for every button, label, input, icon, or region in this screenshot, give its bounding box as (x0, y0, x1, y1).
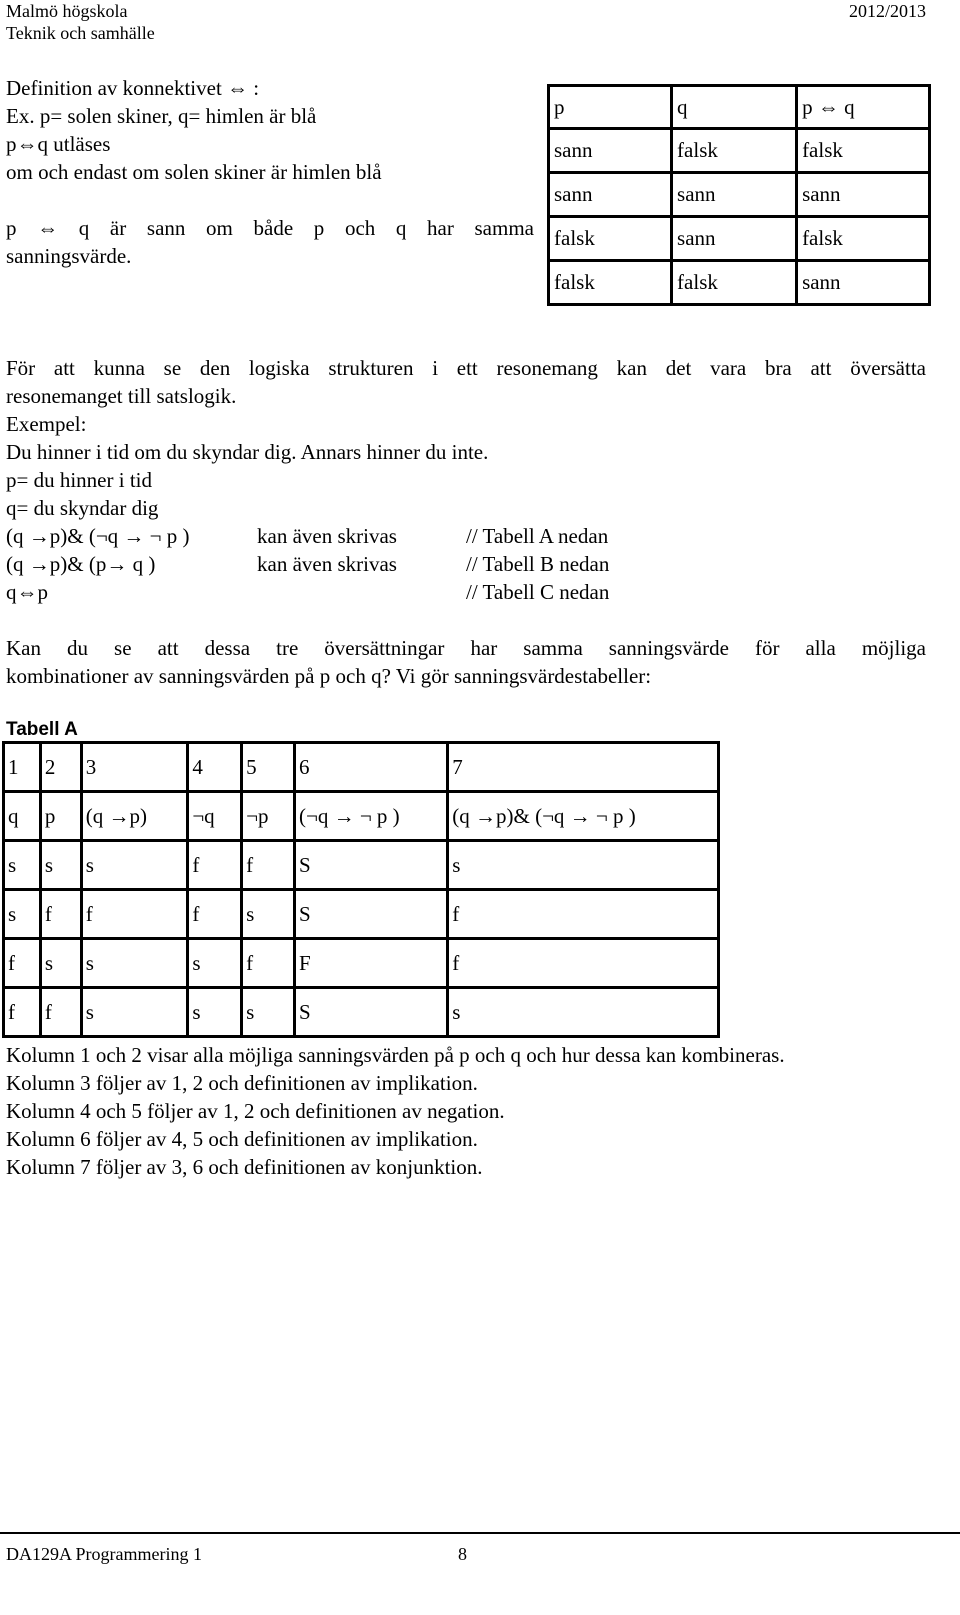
table-a-cell: f (4, 988, 41, 1037)
paragraph-1-line-1: För att kunna se den logiska strukturen i ett resonemang kan det vara bra att översätta (6, 356, 926, 380)
table-a-cell: f (40, 890, 81, 939)
table-a-cell: s (448, 841, 719, 890)
table-a-cell: s (40, 939, 81, 988)
header-school: Malmö högskola (6, 1, 128, 21)
truth-table-cell: falsk (672, 129, 797, 173)
table-a-cell: s (81, 988, 188, 1037)
table-a-cell: s (81, 939, 188, 988)
truth-table-row (549, 129, 930, 173)
table-a-row (4, 988, 719, 1037)
truth-table-header: p (549, 86, 672, 129)
table-a-header: p (40, 792, 81, 841)
truth-table-cell: falsk (672, 261, 797, 305)
table-a-column-number: 3 (81, 743, 188, 792)
definition-line-1: Definition av konnektivet ⇔ : (6, 76, 260, 100)
truth-table-header: q (672, 86, 797, 129)
table-a-cell: f (4, 939, 41, 988)
table-a-column-number: 6 (294, 743, 447, 792)
truth-table-cell: sann (549, 173, 672, 217)
truth-table-cell: falsk (797, 129, 930, 173)
table-a-column-number: 7 (448, 743, 719, 792)
example-sentence: Du hinner i tid om du skyndar dig. Annars hinner du inte. (6, 440, 489, 464)
table-a-column-number: 4 (188, 743, 242, 792)
table-a-cell: f (188, 890, 242, 939)
table-a-header: (q →p) (81, 792, 188, 841)
table-a-cell: f (40, 988, 81, 1037)
definition-line-5: p ⇔ q är sann om både p och q har samma (6, 216, 534, 240)
truth-table-cell: sann (672, 217, 797, 261)
table-a-cell: s (81, 841, 188, 890)
definition-line-3: p⇔q utläses (6, 132, 111, 156)
table-a-cell: f (188, 841, 242, 890)
expression-2-note: kan även skrivas (257, 552, 397, 576)
column-note: Kolumn 6 följer av 4, 5 och definitionen av implikation. (6, 1127, 478, 1151)
table-a-cell: f (448, 890, 719, 939)
table-a-title: Tabell A (6, 719, 78, 740)
table-a-cell: S (294, 841, 447, 890)
q-definition: q= du skyndar dig (6, 496, 159, 520)
expression-3: q⇔p (6, 580, 48, 604)
paragraph-2-line-1: Kan du se att dessa tre översättningar har samma sanningsvärde för alla möjliga (6, 636, 926, 660)
table-a-row (4, 939, 719, 988)
table-a-column-number: 1 (4, 743, 41, 792)
expression-2-reference: // Tabell B nedan (466, 552, 610, 576)
truth-table-cell: sann (797, 261, 930, 305)
table-a-cell: s (40, 841, 81, 890)
expression-1: (q →p)& (¬q → ¬ p ) (6, 524, 190, 548)
table-a-cell: s (448, 988, 719, 1037)
truth-table-header-row (549, 86, 930, 129)
paragraph-2-line-2: kombinationer av sanningsvärden på p och q? Vi gör sanningsvärdestabeller: (6, 664, 652, 688)
truth-table-cell: falsk (549, 217, 672, 261)
expression-2: (q →p)& (p→ q ) (6, 552, 156, 576)
footer-course: DA129A Programmering 1 (6, 1544, 202, 1564)
definition-line-6: sanningsvärde. (6, 244, 132, 268)
table-a-header: (¬q → ¬ p ) (294, 792, 447, 841)
column-note: Kolumn 1 och 2 visar alla möjliga sanningsvärden på p och q och hur dessa kan kombineras. (6, 1043, 785, 1067)
table-a-column-number: 2 (40, 743, 81, 792)
header-year: 2012/2013 (848, 1, 926, 21)
table-a-header: ¬p (242, 792, 295, 841)
definition-line-4: om och endast om solen skiner är himlen blå (6, 160, 382, 184)
table-a-cell: s (4, 841, 41, 890)
table-a-cell: f (81, 890, 188, 939)
truth-table-cell: falsk (797, 217, 930, 261)
table-a-number-row (4, 743, 719, 792)
truth-table-cell: sann (672, 173, 797, 217)
table-a-cell: S (294, 988, 447, 1037)
column-note: Kolumn 7 följer av 3, 6 och definitionen av konjunktion. (6, 1155, 483, 1179)
header-faculty: Teknik och samhälle (6, 23, 155, 43)
table-a-cell: f (242, 841, 295, 890)
truth-table-header: p ⇔ q (797, 86, 930, 129)
table-a-cell: s (242, 890, 295, 939)
column-note: Kolumn 4 och 5 följer av 1, 2 och definitionen av negation. (6, 1099, 505, 1123)
table-a-cell: s (242, 988, 295, 1037)
truth-table-cell: falsk (549, 261, 672, 305)
iff-truth-table (547, 84, 931, 306)
truth-table-cell: sann (797, 173, 930, 217)
truth-table-row (549, 173, 930, 217)
table-a-column-number: 5 (242, 743, 295, 792)
table-a-header: (q →p)& (¬q → ¬ p ) (448, 792, 719, 841)
table-a-header-row (4, 792, 719, 841)
table-a-cell: f (242, 939, 295, 988)
table-a-row (4, 841, 719, 890)
table-a-cell: F (294, 939, 447, 988)
table-a-row (4, 890, 719, 939)
table-a-cell: f (448, 939, 719, 988)
table-a-cell: S (294, 890, 447, 939)
truth-table-row (549, 217, 930, 261)
expression-3-reference: // Tabell C nedan (466, 580, 610, 604)
truth-table-row (549, 261, 930, 305)
p-definition: p= du hinner i tid (6, 468, 152, 492)
table-a-cell: s (188, 939, 242, 988)
column-note: Kolumn 3 följer av 1, 2 och definitionen av implikation. (6, 1071, 478, 1095)
expression-1-note: kan även skrivas (257, 524, 397, 548)
footer-divider (0, 1532, 960, 1534)
table-a-header: ¬q (188, 792, 242, 841)
truth-table-cell: sann (549, 129, 672, 173)
table-a-header: q (4, 792, 41, 841)
footer-page-number: 8 (458, 1544, 467, 1564)
expression-1-reference: // Tabell A nedan (466, 524, 609, 548)
table-a-cell: s (188, 988, 242, 1037)
paragraph-1-line-2: resonemanget till satslogik. (6, 384, 237, 408)
definition-line-2: Ex. p= solen skiner, q= himlen är blå (6, 104, 317, 128)
table-a-cell: s (4, 890, 41, 939)
example-label: Exempel: (6, 412, 87, 436)
table-a (2, 741, 720, 1038)
